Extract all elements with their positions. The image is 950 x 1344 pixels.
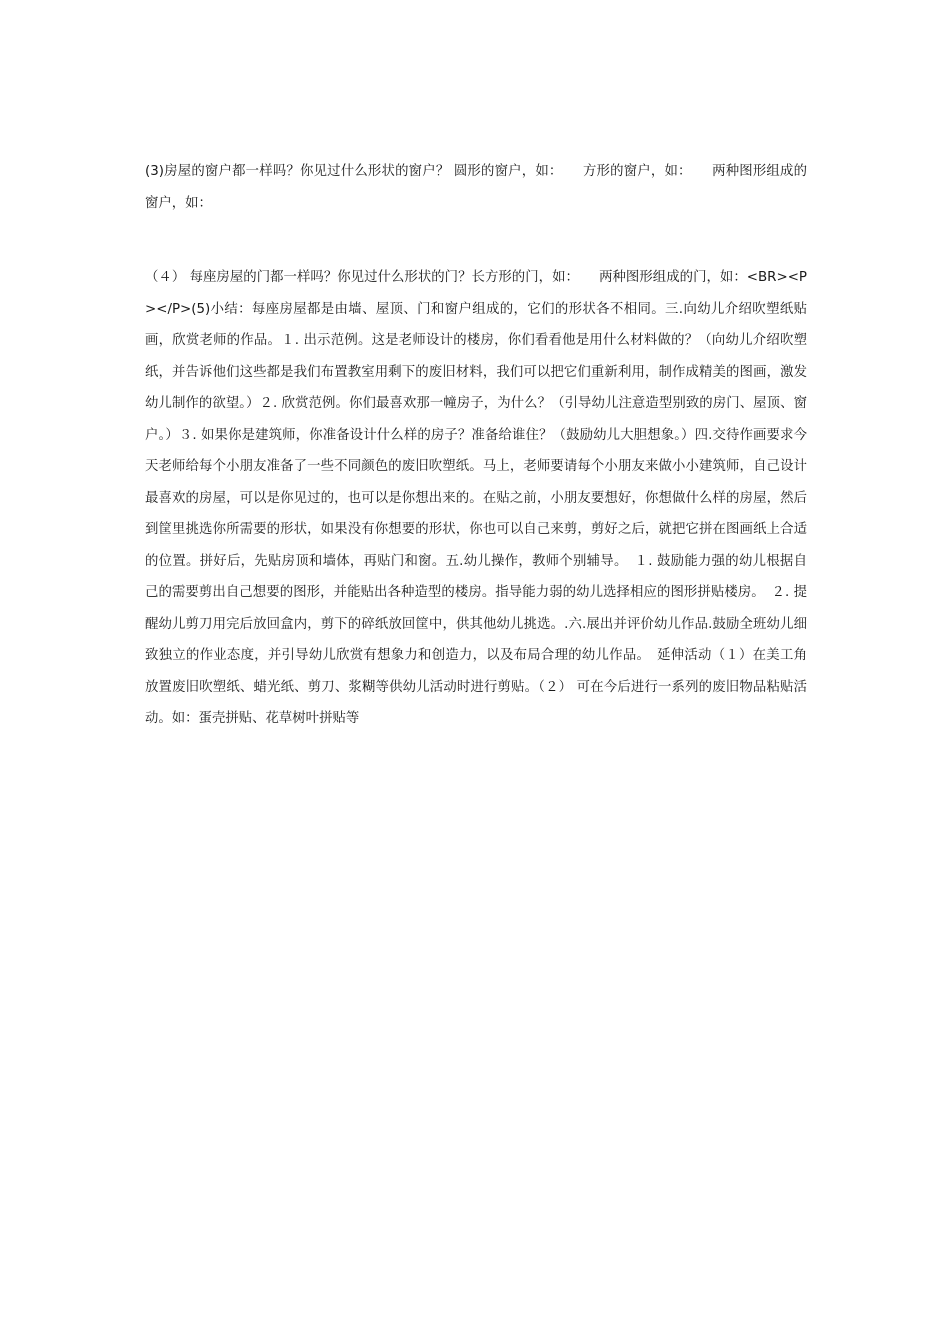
- paragraph-doors-and-activity: （４） 每座房屋的门都一样吗？你见过什么形状的门？长方形的门，如： 两种图形组成的门，如：<BR><P></P>(5)小结：每座房屋都是由墙、屋顶、门和窗户组成的，它们的形状各不相同。三.向幼儿介绍吹塑纸贴画，欣赏老师的作品。１. 出示范例。这是老师设计的楼房，你们看看他是用什么材料做的？（向幼儿介绍吹塑纸，并告诉他们这些都是我们布置教室用剩下的废旧材料，我们可以把它们重新利用，制作成精美的图画，激发幼儿制作的欲望。）２. 欣赏范例。你们最喜欢那一幢房子，为什么？（引导幼儿注意造型别致的房门、屋顶、窗户。）３. 如果你是建筑师，你准备设计什么样的房子？准备给谁住？（鼓励幼儿大胆想象。）四.交待作画要求今天老师给每个小朋友准备了一些不同颜色的废旧吹塑纸。马上，老师要请每个小朋友来做小小建筑师，自己设计最喜欢的房屋，可以是你见过的，也可以是你想出来的。在贴之前，小朋友要想好，你想做什么样的房屋，然后到筐里挑选你所需要的形状，如果没有你想要的形状，你也可以自己来剪，剪好之后，就把它拼在图画纸上合适的位置。拼好后，先贴房顶和墙体，再贴门和窗。五.幼儿操作，教师个别辅导。 １. 鼓励能力强的幼儿根据自己的需要剪出自己想要的图形，并能贴出各种造型的楼房。指导能力弱的幼儿选择相应的图形拼贴楼房。 ２. 提醒幼儿剪刀用完后放回盒内，剪下的碎纸放回筐中，供其他幼儿挑选。.六.展出并评价幼儿作品.鼓励全班幼儿细致独立的作业态度，并引导幼儿欣赏有想象力和创造力，以及布局合理的幼儿作品。 延伸活动（１）在美工角放置废旧吹塑纸、蜡光纸、剪刀、浆糊等供幼儿活动时进行剪贴。（２） 可在今后进行一系列的废旧物品粘贴活动。如：蛋壳拼贴、花草树叶拼贴等: [145, 270, 807, 726]
- paragraph-windows: (3)房屋的窗户都一样吗？你见过什么形状的窗户？ 圆形的窗户，如： 方形的窗户，如： 两种图形组成的窗户，如：: [145, 164, 807, 211]
